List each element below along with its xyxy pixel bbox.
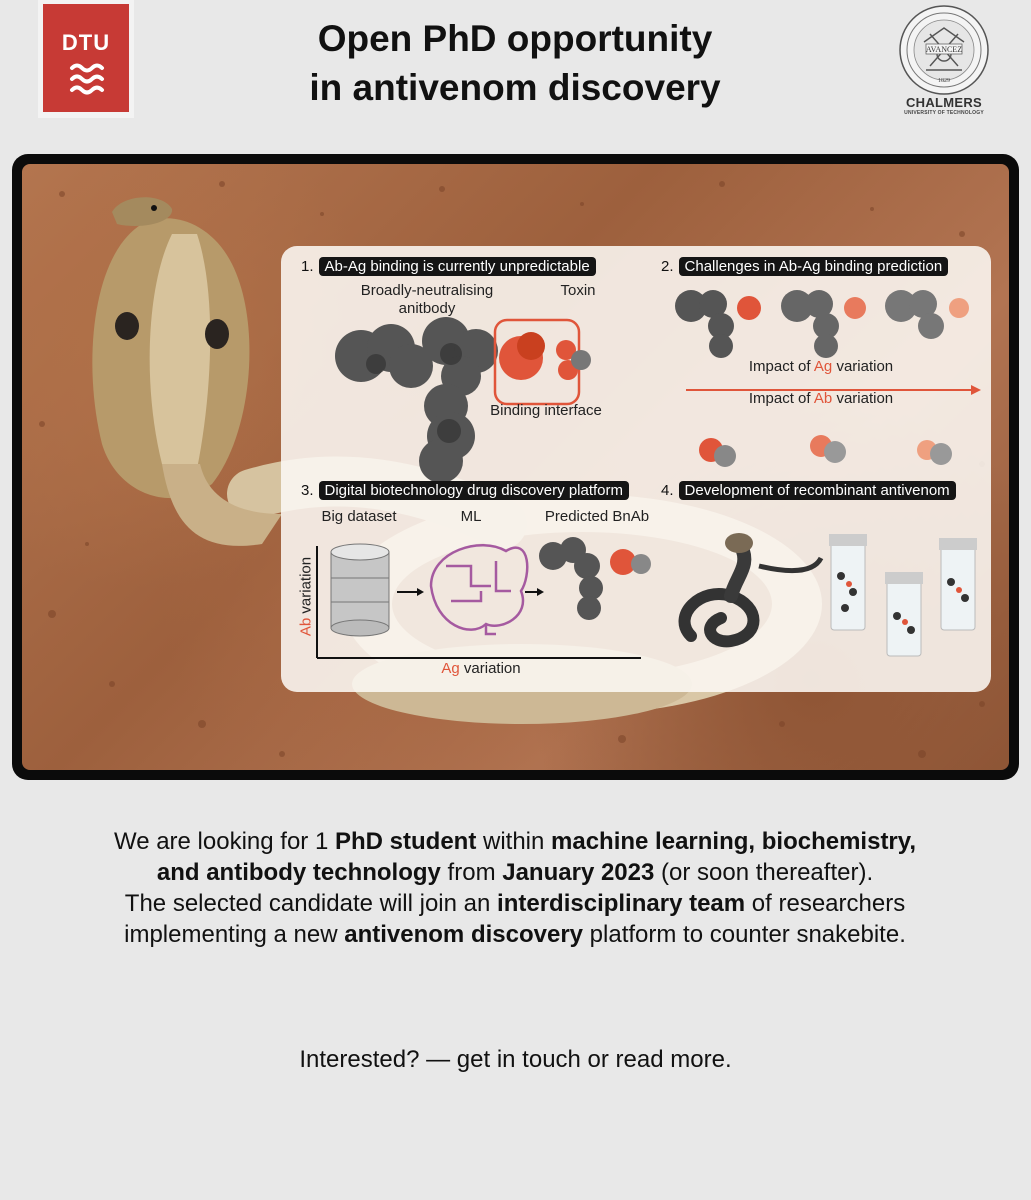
panel2-title: Challenges in Ab-Ag binding prediction xyxy=(679,257,949,276)
panel2-antibody-variants xyxy=(675,290,981,467)
job-description xyxy=(90,826,940,950)
panel4-number: 4. xyxy=(661,482,674,499)
y-axis-label xyxy=(298,532,315,662)
panel3-header xyxy=(301,482,629,499)
impact-ag-word: Ag xyxy=(813,358,833,375)
panel4-antivenom-illustration xyxy=(685,533,977,656)
y-axis-variation: variation xyxy=(297,556,315,614)
panel4-header xyxy=(661,482,956,499)
dtu-logo-text: DTU xyxy=(61,30,111,55)
toxin-label: Toxin xyxy=(560,282,596,299)
panel1-antibody-structure xyxy=(335,317,591,483)
brain-circuit-icon xyxy=(431,545,527,634)
call-to-action: Interested? — get in touch or read more. xyxy=(299,1046,732,1073)
panel3-platform-diagram xyxy=(317,537,651,658)
infographic-panel xyxy=(281,246,991,692)
panel4-title: Development of recombinant antivenom xyxy=(679,481,956,500)
title-line-1: Open PhD opportunity xyxy=(317,18,713,59)
seal-year: 1829 xyxy=(938,78,950,84)
predicted-bnab-label: Predicted BnAb xyxy=(544,508,650,525)
x-axis-ag: Ag xyxy=(441,660,460,677)
x-axis-variation: variation xyxy=(463,660,521,677)
impact-ab-variation: variation xyxy=(836,390,894,407)
chalmers-subtitle: UNIVERSITY OF TECHNOLOGY xyxy=(904,110,984,116)
chalmers-seal-icon xyxy=(890,4,998,96)
vial-icons xyxy=(829,534,977,656)
antibody-label: Broadly-neutralising anitbody xyxy=(360,282,494,317)
panel1-header xyxy=(301,258,596,275)
chalmers-logo xyxy=(890,4,998,118)
impact-ab-prefix: Impact of xyxy=(748,390,811,407)
impact-ag-prefix: Impact of xyxy=(748,358,811,375)
impact-ab-label xyxy=(721,390,921,407)
chalmers-name: CHALMERS xyxy=(905,95,983,110)
big-dataset-label: Big dataset xyxy=(321,508,397,525)
panel2-header xyxy=(661,258,948,275)
y-axis-ab: Ab xyxy=(297,617,315,637)
impact-ag-label xyxy=(721,358,921,375)
fields-emphasis: machine learning, biochemistry, and antibody technology xyxy=(156,828,917,886)
antivenom-emphasis: antivenom discovery xyxy=(344,921,584,948)
x-axis-label xyxy=(411,660,551,677)
dtu-logo xyxy=(38,0,134,118)
panel1-title: Ab-Ag binding is currently unpredictable xyxy=(319,257,596,276)
start-date-emphasis: January 2023 xyxy=(502,859,655,886)
team-emphasis: interdisciplinary team xyxy=(497,890,746,917)
title-line-2: in antivenom discovery xyxy=(309,67,721,108)
description-paragraph-2: The selected candidate will join an interdisciplinary team of researchers implementing a new antivenom discovery platform to counter snakebite. xyxy=(124,890,906,948)
page-title xyxy=(200,14,830,112)
panel3-number: 3. xyxy=(301,482,314,499)
hero-photo xyxy=(22,164,1009,770)
impact-ab-word: Ab xyxy=(813,390,833,407)
database-icon xyxy=(331,544,389,636)
panel1-number: 1. xyxy=(301,258,314,275)
hero-image-frame xyxy=(12,154,1019,780)
ml-label: ML xyxy=(460,508,482,525)
seal-motto: AVANCEZ xyxy=(925,45,963,54)
description-paragraph-1: We are looking for 1 PhD student within machine learning, biochemistry, and antibody technology from January 2023 (or soon thereafter). xyxy=(113,828,917,886)
panel3-title: Digital biotechnology drug discovery platform xyxy=(319,481,629,500)
dtu-logo-red-block xyxy=(43,4,129,112)
phd-student-emphasis: PhD student xyxy=(334,828,477,855)
binding-interface-label: Binding interface xyxy=(490,402,602,419)
panel2-number: 2. xyxy=(661,258,674,275)
impact-ag-variation: variation xyxy=(836,358,894,375)
dtu-waves-icon xyxy=(69,62,105,96)
